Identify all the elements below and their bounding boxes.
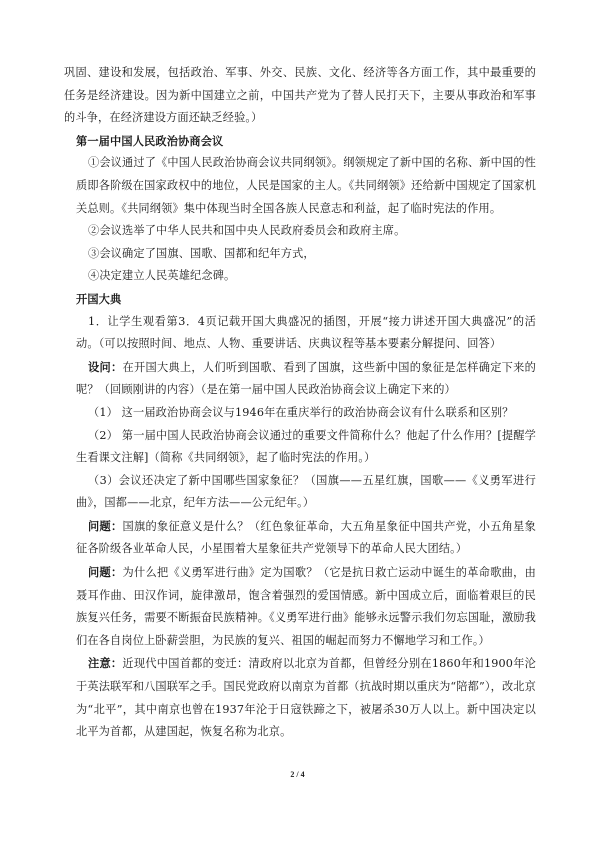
paragraph-subquestion-3: （3）会议还决定了新中国哪些国家象征？（国旗——五星红旗，国歌——《义勇军进行曲》，国都——北京，纪年方法——公元纪年。） [76,473,536,510]
heading-first-cppcc: 第一届中国人民政治协商会议 [76,133,224,148]
paragraph-intro: 巩固、建设和发展，包括政治、军事、外交、民族、文化、经济等各方面工作，其中最重要的任务是经济建设。因为新中国建立之前，中国共产党为了替人民打天下，主要从事政治和军事的斗争，在经济建设方面还缺乏经验。） [64,66,536,125]
question-lead: 问题： [88,518,123,533]
paragraph-cppcc-point-3: ③会议确定了国旗、国歌、国都和纪年方式， [88,246,315,260]
note-text: 近现代中国首都的变迁：清政府以北京为首都，但曾经分别在1860年和1900年沦于英法联军和八国联军之手。国民党政府以南京为首都（抗战时期以重庆为“陪都”），改北京为“北平”，其中南京也曾在1937年沦于日寇铁蹄之下，被屠杀30万人以上。新中国决定以北平为首都，从建国起，恢复名称为北京。 [76,657,536,739]
document-body [64,62,536,744]
question-text: 国旗的象征意义是什么？（红色象征革命，大五角星象征中国共产党，小五角星象征各阶级各业革命人民，小星围着大星象征共产党领导下的革命人民大团结。） [76,519,537,556]
paragraph-cppcc-point-4: ④决定建立人民英雄纪念碑。 [88,269,236,283]
paragraph-cppcc-point-1: ①会议通过了《中国人民政治协商会议共同纲领》。纲领规定了新中国的名称、新中国的性质即各阶级在国家政权中的地位，人民是国家的主人。《共同纲领》还给新中国规定了国家机关总则。《共同纲领》集中体现当时全国各族人民意志和利益，起了临时宪法的作用。 [76,156,536,215]
question-lead: 设问： [88,359,123,374]
paragraph-note [64,652,536,743]
heading-founding-ceremony: 开国大典 [76,291,122,306]
question-lead: 问题： [88,565,123,580]
page-number: 2 / 4 [290,770,305,779]
question-text: 在开国大典上，人们听到国歌、看到了国旗，这些新中国的象征是怎样确定下来的呢？（回顾刚讲的内容）（是在第一届中国人民政治协商会议上确定下来的） [76,360,537,397]
note-lead: 注意： [88,656,123,671]
question-text: 为什么把《义勇军进行曲》定为国歌？（它是抗日救亡运动中诞生的革命歌曲，由聂耳作曲、田汉作词，旋律激昂，饱含着强烈的爱国情感。新中国成立后，面临着艰巨的民族复兴任务，需要不断振奋民族精神。《义勇军进行曲》能够永远警示我们勿忘国耻，激励我们在各自岗位上卧薪尝胆，为民族的复兴、祖国的崛起而努力不懈地学习和工作。） [76,566,537,647]
paragraph-subquestion-2: （2） 第一届中国人民政治协商会议通过的重要文件简称什么？他起了什么作用？[提醒学生看课文注解]（简称《共同纲领》，起了临时宪法的作用。） [76,428,536,465]
paragraph-question-3 [64,561,536,652]
paragraph-question-1 [64,356,536,402]
paragraph-question-2 [64,515,536,561]
paragraph-cppcc-point-2: ②会议选举了中华人民共和国中央人民政府委员会和政府主席。 [88,224,406,238]
paragraph-subquestion-1: （1） 这一届政治协商会议与1946年在重庆举行的政治协商会议有什么联系和区别？ [88,405,514,419]
paragraph-activity: 1．让学生观看第3．4页记载开国大典盛况的插图，开展“接力讲述开国大典盛况”的活动。（可以按照时间、地点、人物、重要讲话、庆典议程等基本要素分解提问、回答） [76,314,536,351]
